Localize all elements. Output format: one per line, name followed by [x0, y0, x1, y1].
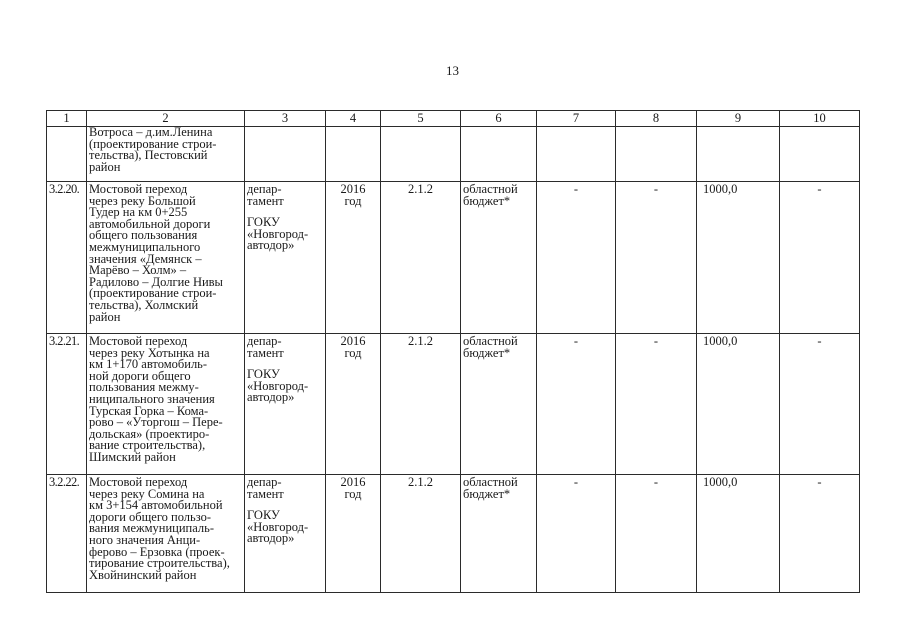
- column-number: 9: [697, 111, 780, 127]
- funding-source-line: бюджет*: [463, 486, 511, 501]
- name-cell: [87, 334, 245, 475]
- volume-col10: -: [780, 475, 860, 593]
- year-cell: [326, 182, 381, 334]
- name-cell: [87, 182, 245, 334]
- item-number: 3.2.20.: [47, 182, 87, 334]
- name-line: район: [89, 159, 121, 174]
- name-line: км 3+154 автомобильной: [89, 498, 223, 513]
- executor-line: тамент: [247, 486, 284, 501]
- name-line: вание строительства),: [89, 438, 206, 453]
- name-line: Шимский район: [89, 449, 176, 464]
- name-line: дороги общего пользо-: [89, 509, 212, 524]
- column-number: 3: [245, 111, 326, 127]
- name-line: вания межмуниципаль-: [89, 521, 214, 536]
- executor-line: тамент: [247, 345, 284, 360]
- column-number: 5: [381, 111, 461, 127]
- name-line: рово – «Уторгош – Пере-: [89, 415, 223, 430]
- name-line: Радилово – Долгие Нивы: [89, 274, 223, 289]
- name-line: тирование строительства),: [89, 556, 230, 571]
- funding-source-line: бюджет*: [463, 193, 511, 208]
- program-table: [46, 110, 860, 593]
- name-line: Марёво – Холм» –: [89, 263, 187, 278]
- volume-col10: -: [780, 334, 860, 475]
- name-line: (проектирование строи-: [89, 136, 217, 151]
- column-number: 1: [47, 111, 87, 127]
- year-line: 2016: [340, 334, 366, 348]
- item-number: 3.2.22.: [47, 475, 87, 593]
- continuation-row: [47, 127, 860, 182]
- name-line: через реку Сомина на: [89, 486, 205, 501]
- name-cell: [87, 475, 245, 593]
- volume-col10: -: [780, 182, 860, 334]
- target-code: 2.1.2: [381, 182, 461, 334]
- column-number: 7: [537, 111, 616, 127]
- name-line: Мостовой переход: [89, 182, 188, 196]
- executor-line: ГОКУ: [247, 508, 280, 523]
- funding-source-line: областной: [463, 475, 518, 489]
- year-line: 2016: [340, 475, 366, 489]
- target-code: 2.1.2: [381, 334, 461, 475]
- table-row: [47, 475, 860, 593]
- target-code: 2.1.2: [381, 475, 461, 593]
- executor-line: «Новгород-: [247, 226, 309, 241]
- executor-line: депар-: [247, 475, 282, 489]
- year-line: год: [344, 486, 362, 501]
- funding-source-cell: [461, 475, 537, 593]
- table-row: [47, 182, 860, 334]
- name-line: пользования межму-: [89, 380, 199, 395]
- funding-source-line: областной: [463, 182, 518, 196]
- funding-source-line: областной: [463, 334, 518, 348]
- column-number: 2: [87, 111, 245, 127]
- name-line: тельства), Холмский: [89, 297, 199, 312]
- column-number: 6: [461, 111, 537, 127]
- name-line: ного значения Анци-: [89, 532, 201, 547]
- volume-col7: -: [537, 334, 616, 475]
- name-line: район: [89, 309, 121, 324]
- name-cell: [87, 127, 245, 182]
- executor-line: «Новгород-: [247, 519, 309, 534]
- item-number: 3.2.21.: [47, 334, 87, 475]
- name-line: через реку Хотынка на: [89, 345, 210, 360]
- name-line: ной дороги общего: [89, 368, 191, 383]
- name-line: общего пользования: [89, 228, 198, 243]
- year-cell: [326, 334, 381, 475]
- year-line: 2016: [340, 182, 366, 196]
- name-line: ниципального значения: [89, 391, 215, 406]
- name-line: ферово – Ерзовка (проек-: [89, 544, 225, 559]
- funding-source-cell: [461, 334, 537, 475]
- volume-col9: 1000,0: [697, 334, 780, 475]
- volume-col9: 1000,0: [697, 475, 780, 593]
- name-line: Турская Горка – Кома-: [89, 403, 209, 418]
- executor-line: ГОКУ: [247, 215, 280, 230]
- name-line: межмуниципального: [89, 239, 201, 254]
- name-line: Вотроса – д.им.Ленина: [89, 125, 213, 139]
- name-line: (проектирование строи-: [89, 286, 217, 301]
- executor-cell: [245, 182, 326, 334]
- table-row: [47, 334, 860, 475]
- column-number: 8: [616, 111, 697, 127]
- volume-col9: 1000,0: [697, 182, 780, 334]
- name-line: значения «Демянск –: [89, 251, 202, 266]
- volume-col8: -: [616, 334, 697, 475]
- executor-line: депар-: [247, 334, 282, 348]
- volume-col8: -: [616, 475, 697, 593]
- executor-line: автодор»: [247, 238, 295, 253]
- funding-source-line: бюджет*: [463, 345, 511, 360]
- executor-line: «Новгород-: [247, 378, 309, 393]
- executor-line: автодор»: [247, 531, 295, 546]
- volume-col7: -: [537, 182, 616, 334]
- executor-line: ГОКУ: [247, 367, 280, 382]
- name-line: дольская» (проектиро-: [89, 426, 210, 441]
- name-line: Хвойнинский район: [89, 567, 197, 582]
- executor-cell: [245, 475, 326, 593]
- column-number: 4: [326, 111, 381, 127]
- page-number: 13: [446, 63, 459, 78]
- name-line: Тудер на км 0+255: [89, 205, 188, 220]
- executor-line: автодор»: [247, 390, 295, 405]
- name-line: тельства), Пестовский: [89, 148, 208, 163]
- name-line: через реку Большой: [89, 193, 196, 208]
- year-cell: [326, 475, 381, 593]
- name-line: Мостовой переход: [89, 334, 188, 348]
- year-line: год: [344, 193, 362, 208]
- funding-source-cell: [461, 182, 537, 334]
- name-line: Мостовой переход: [89, 475, 188, 489]
- column-number: 10: [780, 111, 860, 127]
- executor-line: депар-: [247, 182, 282, 196]
- name-line: автомобильной дороги: [89, 216, 211, 231]
- executor-cell: [245, 334, 326, 475]
- year-line: год: [344, 345, 362, 360]
- executor-line: тамент: [247, 193, 284, 208]
- volume-col8: -: [616, 182, 697, 334]
- name-line: км 1+170 автомобиль-: [89, 357, 208, 372]
- volume-col7: -: [537, 475, 616, 593]
